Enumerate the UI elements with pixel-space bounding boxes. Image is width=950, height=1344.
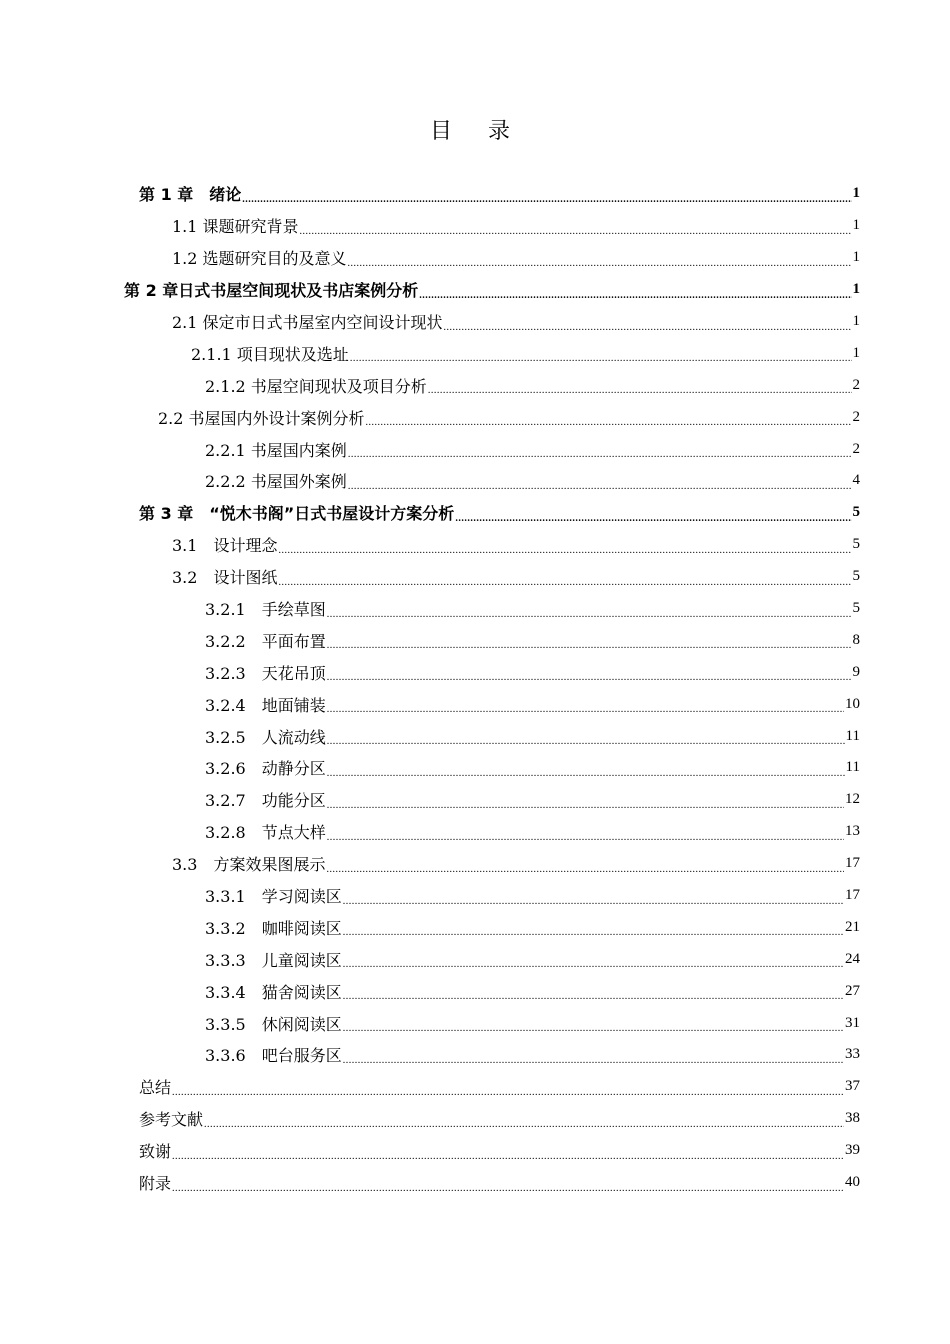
dot-leader [327, 601, 852, 617]
dot-leader [172, 1079, 844, 1095]
dot-leader [348, 473, 852, 489]
toc-entry-page-number: 21 [845, 918, 860, 935]
toc-entry-label: 附录 [139, 1174, 172, 1194]
toc-entry[interactable] [0, 816, 860, 848]
dot-leader [172, 1175, 844, 1191]
toc-entry-label: 2.2 书屋国内外设计案例分析 [158, 408, 365, 428]
toc-entry-label: 3.2.8 节点大样 [205, 823, 326, 843]
toc-entry-page-number: 38 [845, 1110, 860, 1127]
dot-leader [300, 218, 852, 234]
toc-entry-page-number: 1 [852, 185, 860, 202]
toc-entry-label: 2.1.2 书屋空间现状及项目分析 [205, 376, 427, 396]
toc-entry-label: 3.2.6 动静分区 [205, 759, 326, 779]
toc-entry[interactable] [0, 1167, 860, 1199]
toc-entry[interactable] [0, 369, 860, 401]
toc-entry-label: 3.2.4 地面铺装 [205, 695, 326, 715]
dot-leader [343, 983, 844, 999]
toc-entry-page-number: 11 [845, 727, 860, 744]
toc-entry-label: 3.3.4 猫舍阅读区 [205, 982, 342, 1002]
toc-entry[interactable] [0, 1039, 860, 1071]
toc-entry[interactable] [0, 593, 860, 625]
toc-entry-label: 3.2.7 功能分区 [205, 791, 326, 811]
toc-entry-page-number: 31 [845, 1014, 860, 1031]
toc-entry-label: 3.2.1 手绘草图 [205, 600, 326, 620]
dot-leader [204, 1111, 844, 1127]
table-of-contents [0, 178, 860, 1199]
toc-entry-page-number: 2 [852, 408, 860, 425]
dot-leader [350, 345, 852, 361]
toc-entry[interactable] [0, 337, 860, 369]
toc-entry[interactable] [0, 1103, 860, 1135]
toc-entry[interactable] [0, 178, 860, 210]
toc-entry[interactable] [0, 848, 860, 880]
toc-entry-page-number: 5 [852, 536, 860, 553]
toc-entry-label: 1.1 课题研究背景 [172, 217, 299, 237]
toc-entry-page-number: 2 [852, 440, 860, 457]
toc-entry[interactable] [0, 242, 860, 274]
dot-leader [326, 856, 844, 872]
toc-entry-label: 1.2 选题研究目的及意义 [172, 249, 347, 269]
toc-entry-page-number: 4 [852, 472, 860, 489]
toc-entry[interactable] [0, 1135, 860, 1167]
toc-entry-label: 3.2.2 平面布置 [205, 631, 326, 651]
toc-entry-page-number: 8 [852, 631, 860, 648]
dot-leader [419, 282, 851, 298]
toc-entry[interactable] [0, 943, 860, 975]
toc-entry-page-number: 12 [845, 791, 860, 808]
dot-leader [327, 696, 844, 712]
toc-entry[interactable] [0, 975, 860, 1007]
toc-entry-label: 2.1.1 项目现状及选址 [191, 344, 349, 364]
toc-entry-label: 总结 [139, 1078, 172, 1098]
toc-entry[interactable] [0, 1007, 860, 1039]
toc-entry[interactable] [0, 433, 860, 465]
toc-entry-page-number: 17 [845, 887, 860, 904]
dot-leader [343, 919, 844, 935]
toc-entry[interactable] [0, 1071, 860, 1103]
toc-entry-label: 2.2.2 书屋国外案例 [205, 472, 347, 492]
toc-entry-page-number: 33 [845, 1046, 860, 1063]
toc-entry-label: 3.2.5 人流动线 [205, 727, 326, 747]
toc-entry-page-number: 13 [845, 823, 860, 840]
dot-leader [327, 792, 844, 808]
toc-entry-page-number: 39 [845, 1142, 860, 1159]
toc-entry[interactable] [0, 306, 860, 338]
toc-entry[interactable] [0, 561, 860, 593]
dot-leader [348, 250, 852, 266]
toc-entry[interactable] [0, 624, 860, 656]
toc-entry-label: 第 3 章 “悦木书阁”日式书屋设计方案分析 [139, 504, 455, 524]
toc-entry-page-number: 40 [845, 1174, 860, 1191]
toc-entry-label: 第 2 章日式书屋空间现状及书店案例分析 [124, 281, 419, 301]
toc-entry[interactable] [0, 752, 860, 784]
toc-entry-label: 3.3.2 咖啡阅读区 [205, 918, 342, 938]
toc-entry[interactable] [0, 401, 860, 433]
toc-entry-label: 3.3.5 休闲阅读区 [205, 1014, 342, 1034]
toc-entry-page-number: 2 [852, 376, 860, 393]
toc-entry-label: 3.3.6 吧台服务区 [205, 1046, 342, 1066]
dot-leader [327, 760, 845, 776]
toc-entry[interactable] [0, 880, 860, 912]
toc-entry-page-number: 27 [845, 982, 860, 999]
toc-entry-page-number: 5 [852, 568, 860, 585]
dot-leader [327, 664, 852, 680]
toc-entry-page-number: 10 [845, 695, 860, 712]
dot-leader [343, 888, 844, 904]
toc-entry[interactable] [0, 911, 860, 943]
dot-leader [428, 377, 852, 393]
dot-leader [327, 728, 845, 744]
toc-entry[interactable] [0, 720, 860, 752]
page-title: 目录 [429, 119, 546, 144]
toc-entry-page-number: 24 [845, 950, 860, 967]
toc-entry-page-number: 9 [852, 663, 860, 680]
toc-entry[interactable] [0, 688, 860, 720]
toc-entry-label: 3.1 设计理念 [172, 536, 278, 556]
toc-entry[interactable] [0, 210, 860, 242]
dot-leader [444, 314, 852, 330]
toc-entry-label: 致谢 [139, 1142, 172, 1162]
dot-leader [327, 632, 852, 648]
toc-entry-page-number: 11 [845, 759, 860, 776]
dot-leader [343, 1015, 844, 1031]
toc-entry-page-number: 1 [852, 249, 860, 266]
toc-entry[interactable] [0, 497, 860, 529]
toc-entry-page-number: 5 [852, 504, 860, 521]
toc-entry-page-number: 1 [852, 281, 860, 298]
toc-entry[interactable] [0, 656, 860, 688]
toc-entry-label: 3.3.3 儿童阅读区 [205, 950, 342, 970]
dot-leader [343, 951, 844, 967]
toc-entry[interactable] [0, 274, 860, 306]
toc-entry-label: 2.1 保定市日式书屋室内空间设计现状 [172, 313, 443, 332]
toc-entry-label: 3.3.1 学习阅读区 [205, 887, 342, 907]
toc-entry-page-number: 17 [845, 855, 860, 872]
toc-entry[interactable] [0, 465, 860, 497]
toc-entry-label: 3.3 方案效果图展示 [172, 855, 326, 875]
dot-leader [343, 1047, 844, 1063]
toc-entry-page-number: 37 [845, 1078, 860, 1095]
toc-entry-label: 2.2.1 书屋国内案例 [205, 440, 347, 460]
toc-entry[interactable] [0, 529, 860, 561]
toc-entry-label: 3.2 设计图纸 [172, 568, 278, 588]
dot-leader [278, 569, 851, 585]
dot-leader [327, 824, 844, 840]
toc-entry[interactable] [0, 784, 860, 816]
dot-leader [455, 505, 851, 521]
toc-entry-page-number: 1 [852, 217, 860, 234]
dot-leader [172, 1143, 844, 1159]
toc-entry-label: 第 1 章 绪论 [139, 185, 242, 205]
dot-leader [242, 186, 851, 202]
toc-entry-label: 参考文献 [139, 1110, 204, 1130]
dot-leader [348, 441, 852, 457]
toc-entry-page-number: 1 [852, 313, 860, 329]
toc-entry-page-number: 5 [852, 600, 860, 617]
dot-leader [366, 409, 852, 425]
toc-entry-label: 3.2.3 天花吊顶 [205, 663, 326, 683]
toc-entry-page-number: 1 [852, 344, 860, 361]
dot-leader [278, 537, 851, 553]
